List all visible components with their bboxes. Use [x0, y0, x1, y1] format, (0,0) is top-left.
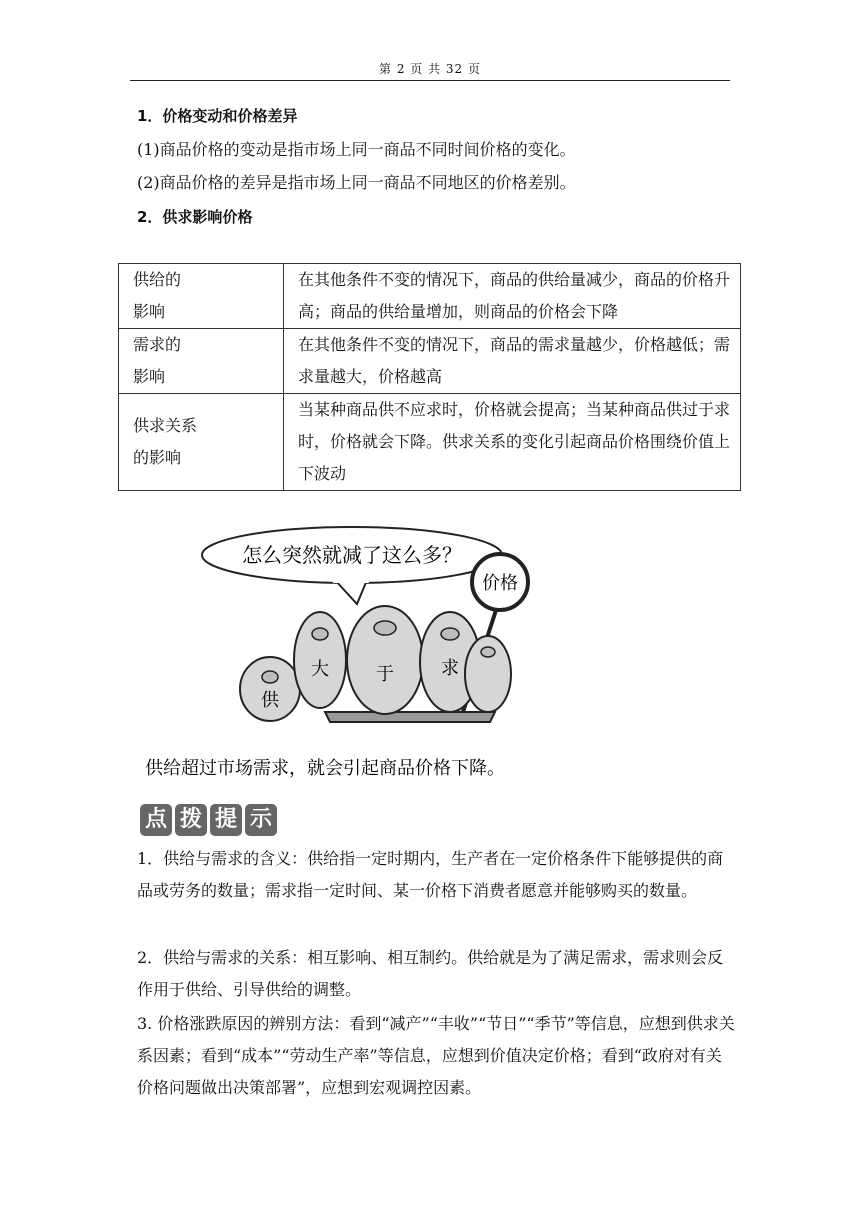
tips-badge-char: 拨	[175, 804, 207, 836]
table-row-label	[119, 329, 284, 394]
cartoon-caption: 供给超过市场需求，就会引起商品价格下降。	[145, 758, 505, 779]
tips-badge-char: 点	[140, 804, 172, 836]
supply-demand-table	[118, 263, 741, 491]
speech-text: 怎么突然就减了这么多？	[242, 543, 462, 567]
row-label-line: 影响	[133, 302, 166, 321]
table-row-desc: 在其他条件不变的情况下，商品的需求量越少，价格越低；需求量越大，价格越高	[284, 329, 741, 394]
table-row	[119, 329, 741, 394]
section2-heading: 2．供求影响价格	[137, 208, 253, 226]
pigs-cartoon-illustration	[145, 522, 615, 792]
table-row-label	[119, 264, 284, 329]
row-label-line: 供给的	[133, 270, 182, 289]
section1-point1: (1)商品价格的变动是指市场上同一商品不同时间价格的变化。	[137, 140, 576, 159]
row-label-line: 影响	[133, 367, 166, 386]
table-row	[119, 394, 741, 491]
tip-paragraph-3: 3. 价格涨跌原因的辨别方法：看到“减产”“丰收”“节日”“季节”等信息，应想到供求关系因素；看到“成本”“劳动生产率”等信息，应想到价值决定价格；看到“政府对有关价格问题做出决策部署”，应想到宏观调控因素。	[137, 1014, 735, 1097]
row-label-line: 需求的	[133, 335, 182, 354]
pig-label: 供	[261, 690, 279, 711]
section1-point2: (2)商品价格的差异是指市场上同一商品不同地区的价格差别。	[137, 173, 576, 192]
tips-badge	[140, 804, 277, 836]
tips-badge-char: 示	[245, 804, 277, 836]
scale-platform	[325, 712, 495, 722]
tips-badge-char: 提	[210, 804, 242, 836]
header-rule	[130, 80, 730, 81]
page-number-header: 第 2 页 共 32 页	[379, 62, 481, 76]
table-row-label	[119, 394, 284, 491]
pig-label: 于	[376, 664, 394, 685]
section1-heading: 1．价格变动和价格差异	[137, 107, 298, 125]
row-label-line: 的影响	[133, 448, 182, 467]
row-label-line: 供求关系	[133, 416, 198, 435]
table-row	[119, 264, 741, 329]
pig-icon	[240, 657, 300, 721]
tip-paragraph-2: 2．供给与需求的关系：相互影响、相互制约。供给就是为了满足需求，需求则会反作用于供给、引导供给的调整。	[137, 948, 724, 999]
table-row-desc: 在其他条件不变的情况下，商品的供给量减少，商品的价格升高；商品的供给量增加，则商品的价格会下降	[284, 264, 741, 329]
table-row-desc: 当某种商品供不应求时，价格就会提高；当某种商品供过于求时，价格就会下降。供求关系的变化引起商品价格围绕价值上下波动	[284, 394, 741, 491]
tip-paragraph-1: 1．供给与需求的含义：供给指一定时期内，生产者在一定价格条件下能够提供的商品或劳务的数量；需求指一定时间、某一价格下消费者愿意并能够购买的数量。	[137, 849, 724, 900]
pig-label: 大	[311, 659, 329, 680]
pig-label: 求	[441, 658, 459, 679]
price-sign-text: 价格	[482, 573, 518, 594]
